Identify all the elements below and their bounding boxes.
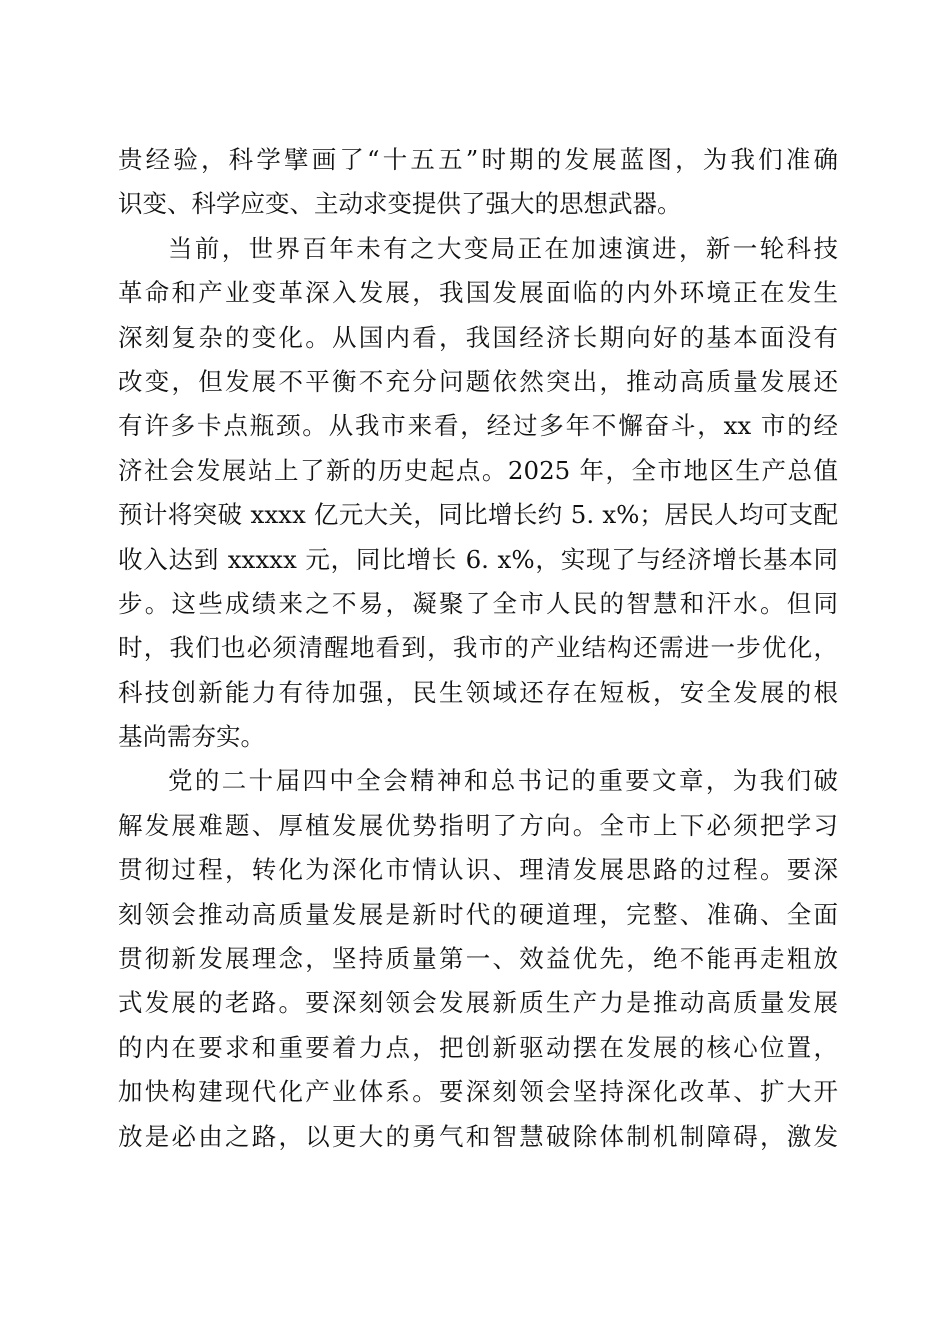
paragraph-2-line-7: 预计将突破 xxxx 亿元大关，同比增长约 5. x%；居民人均可支配 bbox=[118, 500, 838, 530]
document-body bbox=[118, 138, 838, 1159]
paragraph-3-line-9: 放是必由之路，以更大的勇气和智慧破除体制机制障碍，激发 bbox=[118, 1121, 838, 1151]
paragraph-2-line-12: 基尚需夯实。 bbox=[118, 722, 265, 752]
paragraph-3-line-2: 解发展难题、厚植发展优势指明了方向。全市上下必须把学习 bbox=[118, 810, 838, 840]
paragraph-3-line-8: 加快构建现代化产业体系。要深刻领会坚持深化改革、扩大开 bbox=[118, 1077, 838, 1107]
paragraph-2-line-1: 当前，世界百年未有之大变局正在加速演进，新一轮科技 bbox=[168, 233, 838, 263]
paragraph-2-line-5: 有许多卡点瓶颈。从我市来看，经过多年不懈奋斗，xx 市的经 bbox=[118, 411, 838, 441]
paragraph-3-line-6: 式发展的老路。要深刻领会发展新质生产力是推动高质量发展 bbox=[118, 988, 838, 1018]
paragraph-3-line-7: 的内在要求和重要着力点，把创新驱动摆在发展的核心位置， bbox=[118, 1032, 838, 1062]
paragraph-2-line-8: 收入达到 xxxxx 元，同比增长 6. x%，实现了与经济增长基本同 bbox=[118, 544, 838, 574]
paragraph-2-line-9: 步。这些成绩来之不易，凝聚了全市人民的智慧和汗水。但同 bbox=[118, 588, 838, 618]
paragraph-3-line-3: 贯彻过程，转化为深化市情认识、理清发展思路的过程。要深 bbox=[118, 855, 838, 885]
paragraph-2-line-4: 改变，但发展不平衡不充分问题依然突出，推动高质量发展还 bbox=[118, 366, 838, 396]
paragraph-2-line-2: 革命和产业变革深入发展，我国发展面临的内外环境正在发生 bbox=[118, 278, 838, 308]
paragraph-2-line-11: 科技创新能力有待加强，民生领域还存在短板，安全发展的根 bbox=[118, 677, 838, 707]
paragraph-1-line-2: 识变、科学应变、主动求变提供了强大的思想武器。 bbox=[118, 189, 682, 219]
paragraph-3-line-4: 刻领会推动高质量发展是新时代的硬道理，完整、准确、全面 bbox=[118, 899, 838, 929]
paragraph-2-line-3: 深刻复杂的变化。从国内看，我国经济长期向好的基本面没有 bbox=[118, 322, 838, 352]
paragraph-2-line-10: 时，我们也必须清醒地看到，我市的产业结构还需进一步优化， bbox=[118, 633, 838, 663]
paragraph-3-line-1: 党的二十届四中全会精神和总书记的重要文章，为我们破 bbox=[168, 766, 838, 796]
paragraph-3-line-5: 贯彻新发展理念，坚持质量第一、效益优先，绝不能再走粗放 bbox=[118, 944, 838, 974]
paragraph-1-line-1: 贵经验，科学擘画了“十五五”时期的发展蓝图，为我们准确 bbox=[118, 145, 838, 174]
paragraph-2-line-6: 济社会发展站上了新的历史起点。2025 年，全市地区生产总值 bbox=[118, 455, 838, 485]
